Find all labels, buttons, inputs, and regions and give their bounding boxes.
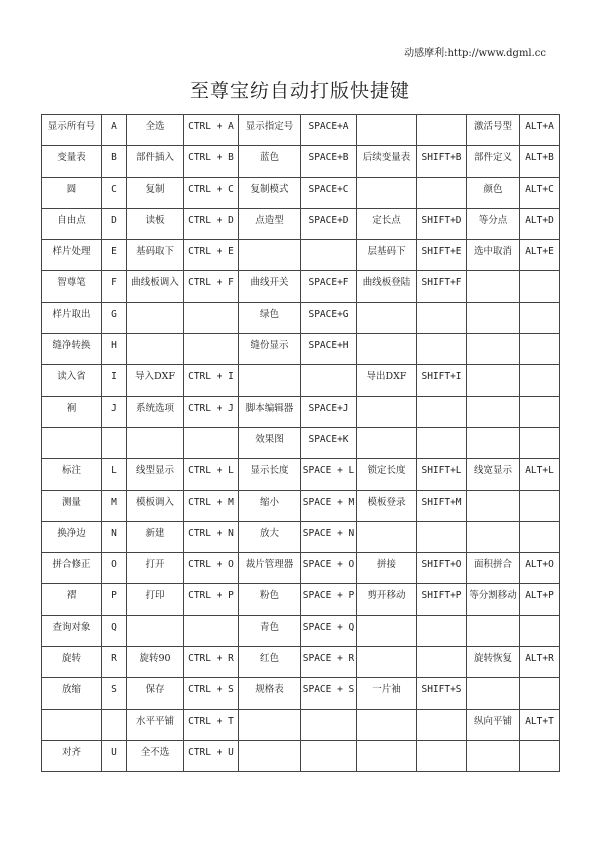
table-cell-letter: N	[102, 521, 127, 552]
table-cell-ctrl-key: CTRL + T	[184, 709, 239, 740]
table-cell-function	[357, 709, 417, 740]
table-cell-alt-key	[520, 396, 560, 427]
table-cell-alt-key	[520, 365, 560, 396]
table-cell-ctrl-key: CTRL + E	[184, 240, 239, 271]
table-cell-letter: D	[102, 208, 127, 239]
table-cell-function	[467, 302, 520, 333]
table-cell-function: 选中取消	[467, 240, 520, 271]
table-cell-space-key: SPACE+J	[301, 396, 357, 427]
table-cell-letter: E	[102, 240, 127, 271]
table-cell-function: 面积拼合	[467, 553, 520, 584]
table-cell-function: 显示长度	[239, 459, 301, 490]
table-cell-function	[357, 334, 417, 365]
table-cell-function: 旋转90	[127, 647, 184, 678]
table-cell-alt-key: ALT+T	[520, 709, 560, 740]
table-cell-alt-key	[520, 302, 560, 333]
table-cell-space-key: SPACE + L	[301, 459, 357, 490]
table-cell-function: 绿色	[239, 302, 301, 333]
table-cell-function: 定长点	[357, 208, 417, 239]
table-cell-alt-key	[520, 271, 560, 302]
table-cell-space-key: SPACE + S	[301, 678, 357, 709]
table-cell-alt-key: ALT+P	[520, 584, 560, 615]
table-cell-shift-key: SHIFT+B	[417, 146, 467, 177]
table-cell-function: 锁定长度	[357, 459, 417, 490]
table-cell-function: 保存	[127, 678, 184, 709]
table-cell-alt-key: ALT+D	[520, 208, 560, 239]
table-cell-function: 等分点	[467, 208, 520, 239]
table-cell-function	[239, 240, 301, 271]
table-cell-function	[239, 740, 301, 771]
table-cell-letter: B	[102, 146, 127, 177]
table-cell-function	[467, 678, 520, 709]
table-cell-ctrl-key: CTRL + A	[184, 115, 239, 146]
table-cell-function: 曲线开关	[239, 271, 301, 302]
table-cell-alt-key	[520, 334, 560, 365]
table-cell-shift-key	[417, 302, 467, 333]
table-cell-shift-key: SHIFT+S	[417, 678, 467, 709]
table-cell-alt-key: ALT+C	[520, 177, 560, 208]
table-cell-ctrl-key: CTRL + U	[184, 740, 239, 771]
table-cell-function: 全不选	[127, 740, 184, 771]
table-cell-function: 放大	[239, 521, 301, 552]
table-cell-letter: U	[102, 740, 127, 771]
table-cell-ctrl-key: CTRL + M	[184, 490, 239, 521]
table-cell-function	[357, 396, 417, 427]
table-row	[42, 334, 560, 365]
table-cell-ctrl-key: CTRL + C	[184, 177, 239, 208]
table-cell-shift-key: SHIFT+F	[417, 271, 467, 302]
table-row	[42, 365, 560, 396]
table-row	[42, 553, 560, 584]
table-cell-ctrl-key: CTRL + B	[184, 146, 239, 177]
table-cell-space-key: SPACE+K	[301, 427, 357, 458]
table-cell-function	[357, 647, 417, 678]
table-cell-function	[127, 615, 184, 646]
table-cell-function: 打开	[127, 553, 184, 584]
table-cell-shift-key: SHIFT+I	[417, 365, 467, 396]
table-row	[42, 396, 560, 427]
table-cell-function: 线型显示	[127, 459, 184, 490]
table-cell-function	[42, 709, 102, 740]
table-row	[42, 177, 560, 208]
table-cell-function: 部件定义	[467, 146, 520, 177]
table-cell-function: 基码取下	[127, 240, 184, 271]
table-row	[42, 647, 560, 678]
table-cell-ctrl-key: CTRL + J	[184, 396, 239, 427]
table-cell-function	[357, 615, 417, 646]
table-cell-shift-key	[417, 709, 467, 740]
site-credit: 动感摩利:http://www.dgml.cc	[404, 48, 546, 59]
table-cell-function	[127, 427, 184, 458]
table-cell-ctrl-key: CTRL + O	[184, 553, 239, 584]
table-cell-function: 一片袖	[357, 678, 417, 709]
table-cell-space-key: SPACE+D	[301, 208, 357, 239]
table-cell-space-key: SPACE + Q	[301, 615, 357, 646]
table-cell-letter: I	[102, 365, 127, 396]
table-cell-space-key: SPACE+F	[301, 271, 357, 302]
table-cell-function	[239, 709, 301, 740]
table-cell-shift-key: SHIFT+E	[417, 240, 467, 271]
table-row	[42, 459, 560, 490]
table-cell-space-key	[301, 240, 357, 271]
table-cell-letter: L	[102, 459, 127, 490]
table-cell-space-key: SPACE + M	[301, 490, 357, 521]
table-cell-function: 放缩	[42, 678, 102, 709]
table-row	[42, 678, 560, 709]
table-cell-function: 标注	[42, 459, 102, 490]
table-cell-function: 查询对象	[42, 615, 102, 646]
table-cell-function: 纵向平铺	[467, 709, 520, 740]
table-row	[42, 146, 560, 177]
table-cell-alt-key	[520, 740, 560, 771]
table-cell-space-key: SPACE+H	[301, 334, 357, 365]
table-cell-function: 颜色	[467, 177, 520, 208]
table-cell-ctrl-key	[184, 302, 239, 333]
table-cell-alt-key	[520, 615, 560, 646]
table-cell-function	[467, 396, 520, 427]
table-cell-function: 变量表	[42, 146, 102, 177]
table-cell-alt-key: ALT+B	[520, 146, 560, 177]
table-cell-letter: Q	[102, 615, 127, 646]
table-cell-alt-key: ALT+L	[520, 459, 560, 490]
table-cell-letter: H	[102, 334, 127, 365]
table-cell-function	[467, 334, 520, 365]
table-row	[42, 271, 560, 302]
table-row	[42, 240, 560, 271]
table-cell-letter: R	[102, 647, 127, 678]
table-cell-function: 对齐	[42, 740, 102, 771]
table-cell-function: 复制模式	[239, 177, 301, 208]
table-cell-ctrl-key: CTRL + L	[184, 459, 239, 490]
table-cell-space-key: SPACE+A	[301, 115, 357, 146]
table-cell-letter: C	[102, 177, 127, 208]
table-cell-function	[42, 427, 102, 458]
table-cell-letter: F	[102, 271, 127, 302]
table-cell-function: 缝净转换	[42, 334, 102, 365]
table-cell-function: 导出DXF	[357, 365, 417, 396]
table-cell-function: 模板调入	[127, 490, 184, 521]
table-cell-space-key: SPACE+G	[301, 302, 357, 333]
table-cell-space-key: SPACE + N	[301, 521, 357, 552]
table-cell-function: 水平平铺	[127, 709, 184, 740]
table-cell-space-key: SPACE + P	[301, 584, 357, 615]
shortcut-table	[41, 114, 560, 772]
table-row	[42, 115, 560, 146]
table-cell-shift-key: SHIFT+P	[417, 584, 467, 615]
table-cell-alt-key: ALT+R	[520, 647, 560, 678]
document-title: 至尊宝纺自动打版快捷键	[189, 80, 410, 102]
table-cell-shift-key	[417, 740, 467, 771]
table-row	[42, 427, 560, 458]
table-cell-function: 系统选项	[127, 396, 184, 427]
table-cell-function: 蓝色	[239, 146, 301, 177]
table-cell-alt-key: ALT+A	[520, 115, 560, 146]
table-cell-function	[467, 427, 520, 458]
table-cell-function: 层基码下	[357, 240, 417, 271]
table-cell-function: 剪开移动	[357, 584, 417, 615]
table-cell-function: 测量	[42, 490, 102, 521]
table-cell-shift-key	[417, 647, 467, 678]
table-cell-ctrl-key: CTRL + D	[184, 208, 239, 239]
table-cell-function	[467, 615, 520, 646]
table-cell-function: 读板	[127, 208, 184, 239]
table-cell-function: 新建	[127, 521, 184, 552]
table-cell-letter	[102, 427, 127, 458]
table-cell-function	[357, 115, 417, 146]
table-cell-function: 后续变量表	[357, 146, 417, 177]
table-cell-ctrl-key	[184, 427, 239, 458]
table-cell-function: 裥	[42, 396, 102, 427]
table-cell-function: 效果图	[239, 427, 301, 458]
table-cell-function: 全选	[127, 115, 184, 146]
table-cell-shift-key: SHIFT+D	[417, 208, 467, 239]
table-cell-letter: G	[102, 302, 127, 333]
table-cell-function: 红色	[239, 647, 301, 678]
table-cell-function	[467, 365, 520, 396]
table-cell-letter: M	[102, 490, 127, 521]
table-row	[42, 521, 560, 552]
table-cell-letter	[102, 709, 127, 740]
table-cell-alt-key: ALT+E	[520, 240, 560, 271]
table-cell-function: 智尊笔	[42, 271, 102, 302]
table-cell-ctrl-key	[184, 615, 239, 646]
table-row	[42, 584, 560, 615]
table-cell-function: 粉色	[239, 584, 301, 615]
table-cell-shift-key: SHIFT+L	[417, 459, 467, 490]
table-cell-function	[357, 302, 417, 333]
table-cell-function: 模板登录	[357, 490, 417, 521]
table-cell-function: 脚本编辑器	[239, 396, 301, 427]
table-cell-function: 缩小	[239, 490, 301, 521]
table-cell-letter: A	[102, 115, 127, 146]
table-cell-alt-key: ALT+O	[520, 553, 560, 584]
table-cell-space-key	[301, 365, 357, 396]
table-cell-function: 褶	[42, 584, 102, 615]
table-cell-letter: P	[102, 584, 127, 615]
table-cell-function: 缝份显示	[239, 334, 301, 365]
table-cell-function: 样片取出	[42, 302, 102, 333]
table-cell-function	[467, 490, 520, 521]
table-row	[42, 740, 560, 771]
table-cell-shift-key	[417, 115, 467, 146]
table-cell-function	[467, 740, 520, 771]
table-cell-shift-key	[417, 427, 467, 458]
table-cell-ctrl-key: CTRL + N	[184, 521, 239, 552]
table-cell-space-key	[301, 709, 357, 740]
table-cell-function: 旋转恢复	[467, 647, 520, 678]
table-cell-ctrl-key: CTRL + R	[184, 647, 239, 678]
table-cell-function	[467, 521, 520, 552]
table-cell-function: 旋转	[42, 647, 102, 678]
table-cell-function: 样片处理	[42, 240, 102, 271]
table-cell-alt-key	[520, 521, 560, 552]
table-cell-function: 显示所有号	[42, 115, 102, 146]
table-row	[42, 490, 560, 521]
table-cell-space-key: SPACE + R	[301, 647, 357, 678]
table-cell-function	[357, 427, 417, 458]
table-cell-function: 导入DXF	[127, 365, 184, 396]
table-cell-ctrl-key: CTRL + I	[184, 365, 239, 396]
table-cell-function	[239, 365, 301, 396]
table-cell-shift-key	[417, 334, 467, 365]
table-cell-function: 曲线板调入	[127, 271, 184, 302]
table-cell-function: 青色	[239, 615, 301, 646]
table-cell-function: 拼接	[357, 553, 417, 584]
table-cell-ctrl-key	[184, 334, 239, 365]
table-cell-function: 打印	[127, 584, 184, 615]
table-cell-alt-key	[520, 678, 560, 709]
table-cell-function: 读入省	[42, 365, 102, 396]
table-cell-letter: O	[102, 553, 127, 584]
table-cell-shift-key	[417, 177, 467, 208]
table-cell-shift-key: SHIFT+O	[417, 553, 467, 584]
table-cell-function	[127, 302, 184, 333]
table-cell-function: 拼合修正	[42, 553, 102, 584]
table-cell-function: 换净边	[42, 521, 102, 552]
table-cell-ctrl-key: CTRL + F	[184, 271, 239, 302]
table-cell-function: 圆	[42, 177, 102, 208]
table-cell-letter: S	[102, 678, 127, 709]
table-cell-function: 部件插入	[127, 146, 184, 177]
table-cell-function: 曲线板登陆	[357, 271, 417, 302]
table-cell-function: 复制	[127, 177, 184, 208]
table-cell-space-key	[301, 740, 357, 771]
table-cell-function	[357, 177, 417, 208]
table-cell-shift-key	[417, 396, 467, 427]
table-cell-ctrl-key: CTRL + P	[184, 584, 239, 615]
table-cell-function: 显示指定号	[239, 115, 301, 146]
table-cell-function: 规格表	[239, 678, 301, 709]
table-cell-function	[127, 334, 184, 365]
table-cell-function	[467, 271, 520, 302]
table-cell-function: 线宽显示	[467, 459, 520, 490]
table-cell-space-key: SPACE+B	[301, 146, 357, 177]
table-row	[42, 709, 560, 740]
table-cell-function: 自由点	[42, 208, 102, 239]
table-cell-space-key: SPACE+C	[301, 177, 357, 208]
table-cell-shift-key	[417, 615, 467, 646]
table-cell-ctrl-key: CTRL + S	[184, 678, 239, 709]
table-cell-space-key: SPACE + O	[301, 553, 357, 584]
table-cell-function: 点造型	[239, 208, 301, 239]
table-cell-shift-key: SHIFT+M	[417, 490, 467, 521]
table-cell-alt-key	[520, 427, 560, 458]
table-cell-function	[357, 521, 417, 552]
table-cell-alt-key	[520, 490, 560, 521]
table-cell-shift-key	[417, 521, 467, 552]
table-row	[42, 615, 560, 646]
table-row	[42, 208, 560, 239]
table-cell-function: 裁片管理器	[239, 553, 301, 584]
table-row	[42, 302, 560, 333]
table-cell-letter: J	[102, 396, 127, 427]
table-cell-function: 等分割移动	[467, 584, 520, 615]
table-cell-function	[357, 740, 417, 771]
table-cell-function: 激活号型	[467, 115, 520, 146]
